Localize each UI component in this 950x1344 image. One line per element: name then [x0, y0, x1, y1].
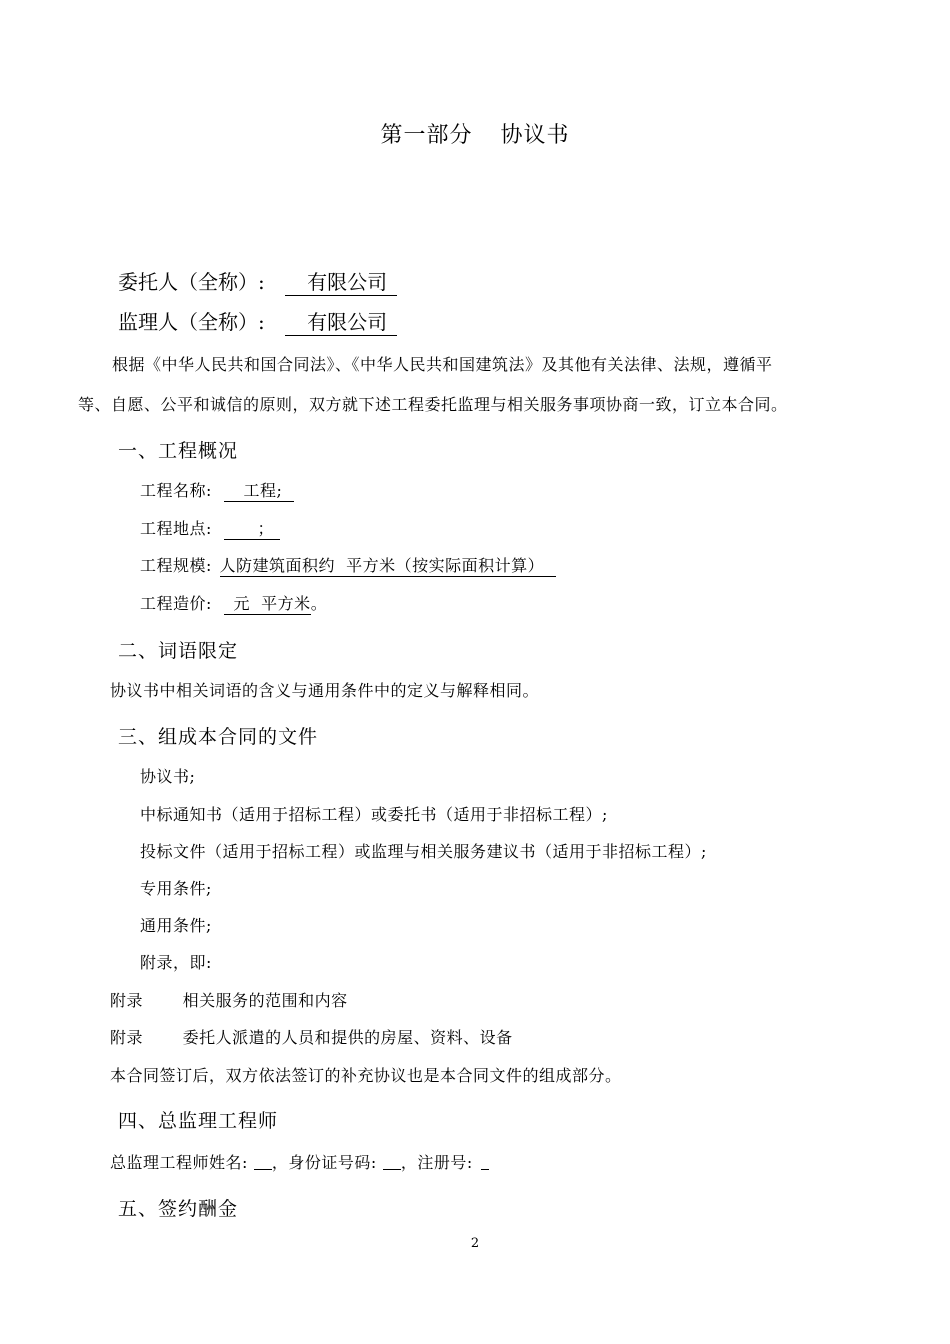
section-5-heading: 五、签约酬金 — [118, 1198, 239, 1220]
project-name-line — [140, 478, 294, 502]
document-item: 投标文件（适用于招标工程）或监理与相关服务建议书（适用于非招标工程）; — [140, 842, 707, 861]
document-item: 协议书; — [140, 767, 196, 786]
appendix-a-text: 相关服务的范围和内容 — [182, 991, 348, 1010]
title-part: 第一部分 — [380, 123, 473, 148]
page-number: 2 — [470, 1236, 480, 1251]
chief-reg-blank — [481, 1153, 489, 1170]
chief-reg-label: ，注册号: — [400, 1153, 473, 1172]
intro-line-2: 等、自愿、公平和诚信的原则，双方就下述工程委托监理与相关服务事项协商一致，订立本合同。 — [78, 395, 788, 414]
title-name: 协议书 — [500, 123, 570, 148]
project-scale-label: 工程规模: — [140, 556, 212, 575]
supervisor-label: 监理人（全称）: — [118, 310, 265, 334]
section-3-heading: 三、组成本合同的文件 — [118, 726, 319, 748]
chief-name-label: 总监理工程师姓名: — [110, 1153, 248, 1172]
section-2-text: 协议书中相关词语的含义与通用条件中的定义与解释相同。 — [110, 681, 540, 700]
project-cost-line — [140, 591, 327, 615]
appendix-b-text: 委托人派遣的人员和提供的房屋、资料、设备 — [182, 1028, 513, 1047]
project-scale-line — [140, 553, 556, 577]
supervisor-value: 有限公司 — [285, 306, 397, 336]
appendix-a-label: 附录 — [110, 991, 144, 1010]
project-cost-end: 。 — [310, 594, 328, 613]
document-item: 专用条件; — [140, 879, 212, 898]
section-1-heading: 一、工程概况 — [118, 440, 239, 462]
section-2-heading: 二、词语限定 — [118, 640, 239, 662]
project-name-label: 工程名称: — [140, 481, 212, 500]
supervisor-line — [118, 306, 397, 336]
appendix-b-label: 附录 — [110, 1028, 144, 1047]
project-name-value: 工程; — [224, 478, 295, 502]
document-item: 通用条件; — [140, 916, 212, 935]
appendix-b-line — [110, 1025, 513, 1048]
chief-engineer-line — [110, 1150, 489, 1173]
project-location-label: 工程地点: — [140, 519, 212, 538]
client-value: 有限公司 — [285, 266, 397, 296]
project-location-line — [140, 516, 280, 540]
document-item: 中标通知书（适用于招标工程）或委托书（适用于非招标工程）; — [140, 805, 608, 824]
document-item: 附录，即: — [140, 953, 212, 972]
intro-line-1: 根据《中华人民共和国合同法》、《中华人民共和国建筑法》及其他有关法律、法规，遵循平 — [112, 355, 773, 374]
project-location-value: ； — [224, 516, 281, 540]
project-scale-value: 人防建筑面积约 平方米（按实际面积计算） — [220, 553, 557, 577]
section-4-heading: 四、总监理工程师 — [118, 1110, 279, 1132]
client-line — [118, 266, 397, 296]
chief-id-label: ，身份证号码: — [271, 1153, 377, 1172]
project-cost-label: 工程造价: — [140, 594, 212, 613]
project-cost-value: 元 平方米 — [224, 591, 311, 615]
section-3-closing: 本合同签订后，双方依法签订的补充协议也是本合同文件的组成部分。 — [110, 1066, 622, 1085]
page-title — [0, 118, 950, 149]
appendix-a-line — [110, 988, 348, 1011]
chief-id-blank — [383, 1153, 401, 1170]
chief-name-blank — [254, 1153, 272, 1170]
client-label: 委托人（全称）: — [118, 270, 265, 294]
